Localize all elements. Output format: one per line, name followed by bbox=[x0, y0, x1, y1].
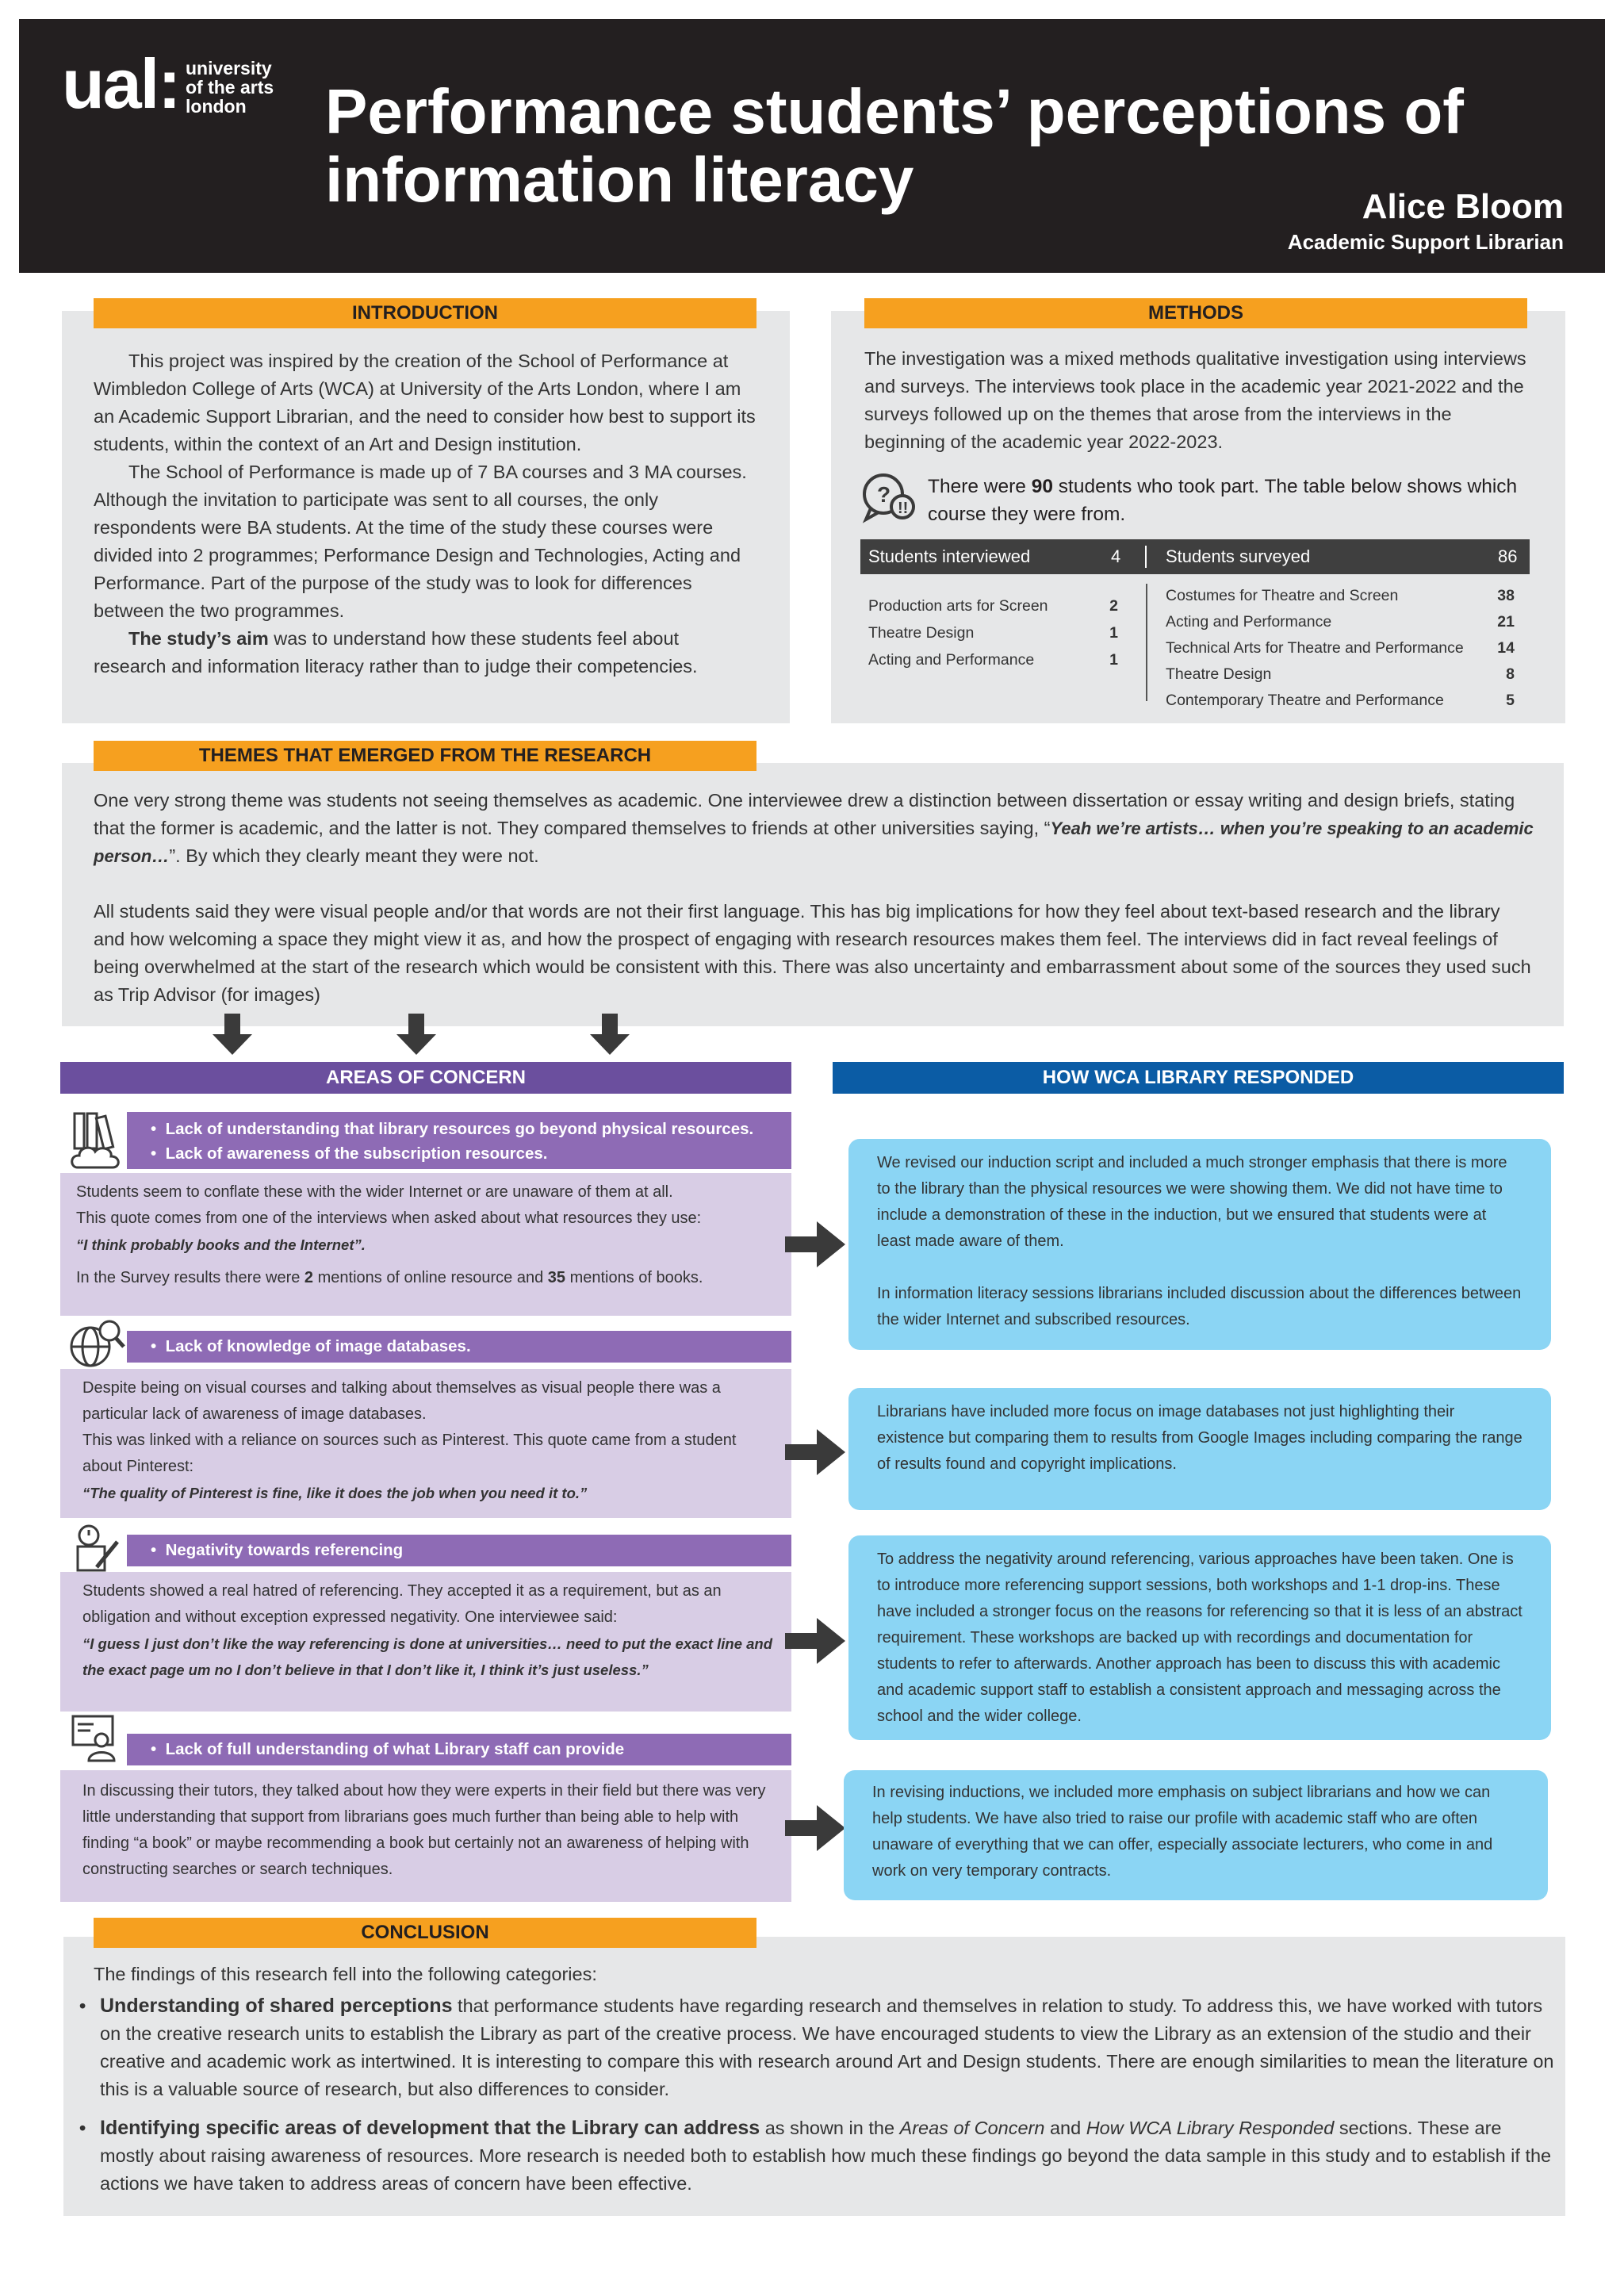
svg-text:!!: !! bbox=[898, 500, 909, 517]
conclusion-intro: The findings of this research fell into the following categories: bbox=[94, 1964, 597, 1984]
books-cloud-icon bbox=[68, 1110, 124, 1171]
down-arrow-icon bbox=[590, 1014, 630, 1055]
response-paragraph: In information literacy sessions librarians included discussion about the differences between the wider Internet and subscribed resources. bbox=[877, 1285, 1522, 1328]
concern-paragraph: Students showed a real hatred of referencing. They accepted it as a requirement, but as an obligation and without exception expressed negativity. One interviewee said: bbox=[82, 1582, 722, 1626]
concern-paragraph: This was linked with a reliance on sources such as Pinterest. This quote came from a student about Pinterest: bbox=[82, 1432, 737, 1475]
response-paragraph: We revised our induction script and included a much stronger emphasis that there is more to the library than the physical resources we were showing them. We did not have time to include a demonstration of these in the induction, but we ensured that students were at least made aware of them. bbox=[877, 1154, 1507, 1250]
concern-3-bullets bbox=[127, 1535, 791, 1566]
conclusion-bullet-title: Identifying specific areas of development that the Library can address bbox=[100, 2117, 760, 2139]
concern-paragraph: In discussing their tutors, they talked about how they were experts in their field but there was very little understanding that support from librarians goes much further than being able to help with finding “a book” or maybe recommending a book but certainly not an awareness of helping with constructing searches or search techniques. bbox=[82, 1782, 766, 1878]
down-arrow-icon bbox=[213, 1014, 252, 1055]
table-cell-count: 1 bbox=[1109, 651, 1118, 669]
right-arrow-icon bbox=[785, 1429, 845, 1475]
section-reference: Areas of Concern bbox=[899, 2118, 1045, 2138]
concern-bullet: • Lack of awareness of the subscription resources. bbox=[151, 1144, 548, 1163]
logo-line: london bbox=[186, 96, 247, 117]
themes-p1-pre: One very strong theme was students not seeing themselves as academic. One interviewee drew a distinction between dissertation or essay writing and design briefs, stating that the former is academic, and the latter is not. They compared themselves to friends at other universities saying, “ bbox=[94, 790, 1515, 838]
concern-3-body bbox=[60, 1572, 791, 1712]
participants-pre: There were bbox=[928, 476, 1032, 497]
globe-search-icon bbox=[68, 1318, 127, 1370]
concern-bullet-text: Lack of understanding that library resources go beyond physical resources. bbox=[165, 1120, 754, 1138]
introduction-text bbox=[94, 347, 756, 680]
conclusion-bullet-text: and bbox=[1044, 2118, 1086, 2138]
survey-text: mentions of online resource and bbox=[313, 1269, 548, 1286]
participants-count: 90 bbox=[1031, 476, 1053, 497]
table-row: Costumes for Theatre and Screen bbox=[1166, 587, 1399, 604]
areas-of-concern-heading: AREAS OF CONCERN bbox=[60, 1062, 791, 1094]
response-paragraph: To address the negativity around referencing, various approaches have been taken. One is to introduce more referencing support sessions, both workshops and 1-1 drop-ins. These have included a stronger focus on the reasons for referencing so that it is less of an abstract requirement. These workshops are backed up with recordings and documentation for students to refer to afterwards. Another approach has been to discuss this with academic and academic support staff to establish a consistent approach and messaging across the school and the wider college. bbox=[877, 1551, 1522, 1725]
table-row: Theatre Design bbox=[1166, 665, 1272, 683]
concern-bullet: • Lack of full understanding of what Library staff can provide bbox=[151, 1740, 625, 1758]
conclusion-bullet-text: sections. These are mostly about raising awareness of resources. More research is needed both to establish how much these findings go beyond the data sample in this study and to establish if the actions we have taken to address areas of concern have been effective. bbox=[100, 2118, 1552, 2194]
conclusion-bullet-title: Understanding of shared perceptions bbox=[100, 1995, 453, 2017]
introduction-heading: INTRODUCTION bbox=[94, 298, 756, 328]
table-row: Contemporary Theatre and Performance bbox=[1166, 692, 1444, 709]
table-row: Technical Arts for Theatre and Performance bbox=[1166, 639, 1464, 657]
table-column-divider bbox=[1146, 584, 1147, 701]
concern-paragraph bbox=[76, 1265, 776, 1291]
survey-text: mentions of books. bbox=[565, 1269, 703, 1286]
response-4-box bbox=[844, 1770, 1548, 1900]
methods-heading: METHODS bbox=[864, 298, 1527, 328]
survey-count-books: 35 bbox=[547, 1269, 566, 1286]
response-paragraph: In revising inductions, we included more emphasis on subject librarians and how we can help students. We have also tried to raise our profile with academic staff who are often unaware of everything that we can offer, especially associate lecturers, who come in and work on very temporary contracts. bbox=[872, 1784, 1493, 1880]
themes-paragraph bbox=[94, 787, 1535, 870]
concern-bullet-text: Negativity towards referencing bbox=[165, 1541, 404, 1559]
table-cell-count: 14 bbox=[1497, 639, 1515, 657]
intro-paragraph bbox=[94, 625, 756, 680]
surveyed-total: 86 bbox=[1498, 546, 1518, 566]
response-paragraph: Librarians have included more focus on image databases not just highlighting their existence but comparing them to results from Google Images including comparing the range of results found and copyright implications. bbox=[877, 1403, 1522, 1473]
library-responded-heading: HOW WCA LIBRARY RESPONDED bbox=[833, 1062, 1564, 1094]
down-arrow-icon bbox=[396, 1014, 436, 1055]
themes-text bbox=[94, 787, 1535, 1009]
section-reference: How WCA Library Responded bbox=[1086, 2118, 1335, 2138]
concern-1-bullets bbox=[127, 1112, 791, 1169]
concern-2-bullets bbox=[127, 1331, 791, 1363]
intro-paragraph: The School of Performance is made up of 7 BA courses and 3 MA courses. Although the invitation to participate was sent to all courses, the only respondents were BA students. At the time of the study these courses were divided into 2 programmes; Performance Design and Technologies, Acting and Performance. Part of the purpose of the study was to look for differences between the two programmes. bbox=[94, 462, 747, 621]
table-cell-count: 8 bbox=[1506, 665, 1515, 683]
conclusion-bullet: • Identifying specific areas of development that the Library can address as shown in the Areas of Concern and How WCA Library Responded sections. These are mostly about raising awareness of resources. More research is needed both to establish how much these findings go beyond the data sample in this study and to establish if the actions we have taken to address areas of concern have been effective. bbox=[79, 2117, 1552, 2194]
table-cell-count: 38 bbox=[1497, 587, 1515, 604]
concern-paragraph: Students seem to conflate these with the wider Internet or are unaware of them at all. bbox=[76, 1183, 673, 1201]
title-line-1: Performance students’ perceptions of bbox=[325, 76, 1464, 147]
response-2-box bbox=[848, 1388, 1551, 1510]
table-divider bbox=[1145, 546, 1147, 568]
concern-4-body bbox=[60, 1770, 791, 1902]
themes-paragraph: All students said they were visual people and/or that words are not their first language. This has big implications for how they feel about text-based research and the library and how welcoming a space they might view it as, and how the prospect of engaging with research resources makes them feel. The interviews did in fact reveal feelings of being overwhelmed at the start of the research which would be consistent with this. There was also uncertainty and embarrassment about some of the sources they used such as Trip Advisor (for images) bbox=[94, 901, 1531, 1005]
response-1-box bbox=[848, 1139, 1551, 1350]
author-name: Alice Bloom bbox=[1362, 187, 1564, 226]
study-aim-label: The study’s aim bbox=[128, 628, 269, 649]
concern-bullet-text: Lack of awareness of the subscription resources. bbox=[165, 1144, 548, 1163]
conclusion-bullets bbox=[79, 1992, 1554, 2198]
interviewed-label: Students interviewed bbox=[868, 546, 1031, 566]
table-cell-count: 21 bbox=[1497, 613, 1515, 631]
author-role: Academic Support Librarian bbox=[1287, 230, 1564, 254]
table-row: Theatre Design bbox=[868, 624, 975, 642]
students-table-header bbox=[860, 539, 1530, 574]
conclusion-bullet-text: as shown in the bbox=[760, 2118, 900, 2138]
concern-paragraph: This quote comes from one of the interviews when asked about what resources they use: bbox=[76, 1209, 702, 1227]
poster-title bbox=[325, 78, 1515, 214]
concern-2-body bbox=[60, 1369, 791, 1518]
participants-post: students who took part. The table below shows which course they were from. bbox=[928, 476, 1518, 525]
title-line-2: information literacy bbox=[325, 144, 914, 215]
table-row: Acting and Performance bbox=[1166, 613, 1332, 631]
ual-logo-mark: ual: bbox=[62, 44, 180, 123]
logo-line: of the arts bbox=[186, 77, 274, 98]
concern-bullet: • Negativity towards referencing bbox=[151, 1541, 404, 1559]
concern-bullet-text: Lack of knowledge of image databases. bbox=[165, 1337, 471, 1355]
concern-quote: “I think probably books and the Internet”. bbox=[76, 1236, 366, 1253]
right-arrow-icon bbox=[785, 1805, 845, 1851]
participants-statement bbox=[928, 473, 1530, 528]
concern-bullet-text: Lack of full understanding of what Library staff can provide bbox=[165, 1740, 625, 1758]
right-arrow-icon bbox=[785, 1618, 845, 1664]
response-3-box bbox=[848, 1535, 1551, 1740]
table-cell-count: 2 bbox=[1109, 597, 1118, 615]
conclusion-bullet-text: that performance students have regarding research and themselves in relation to study. To address this, we have worked with tutors on the creative research units to establish the Library as part of the creative process. We have encouraged students to view the Library as an extension of the studio and their creative and academic work as intertwined. It is interesting to compare this with research around Art and Design students. There are enough similarities to mean the literature on this is a valuable source of research, but also differences to consider. bbox=[100, 1995, 1554, 2099]
survey-count-online: 2 bbox=[304, 1269, 314, 1286]
intro-paragraph: This project was inspired by the creation of the School of Performance at Wimbledon College of Arts (WCA) at University of the Arts London, where I am an Academic Support Librarian, and the need to consider how best to support its students, within the context of an Art and Design institution. bbox=[94, 351, 756, 454]
methods-text: The investigation was a mixed methods qualitative investigation using interviews and surveys. The interviews took place in the academic year 2021-2022 and the surveys followed up on the themes that arose from the interviews in the beginning of the academic year 2022-2023. bbox=[864, 348, 1526, 452]
table-cell-count: 1 bbox=[1109, 624, 1118, 642]
ual-logo-wordmark bbox=[186, 59, 274, 116]
staff-presentation-icon bbox=[70, 1713, 125, 1762]
concern-bullet: • Lack of understanding that library resources go beyond physical resources. bbox=[151, 1120, 754, 1138]
concern-1-body bbox=[60, 1173, 791, 1316]
survey-text: In the Survey results there were bbox=[76, 1269, 304, 1286]
right-arrow-icon bbox=[785, 1221, 845, 1267]
concern-paragraph: Despite being on visual courses and talking about themselves as visual people there was a particular lack of awareness of image databases. bbox=[82, 1379, 721, 1423]
concern-quote: “I guess I just don’t like the way referencing is done at universities… need to put the exact line and the exact page um no I don’t believe in that I don’t like it, I think it’s just useless.” bbox=[82, 1635, 773, 1678]
concern-4-bullets bbox=[127, 1734, 791, 1765]
themes-p1-post: ”. By which they clearly meant they were not. bbox=[169, 845, 539, 866]
interviewed-total: 4 bbox=[1111, 546, 1121, 566]
themes-heading: THEMES THAT EMERGED FROM THE RESEARCH bbox=[94, 741, 756, 771]
table-cell-count: 5 bbox=[1506, 692, 1515, 709]
table-row: Production arts for Screen bbox=[868, 597, 1048, 615]
question-speech-icon bbox=[860, 470, 920, 526]
artists-quote: Yeah we’re artists… when you’re speaking to an academic person… bbox=[94, 818, 1534, 866]
concern-quote: “The quality of Pinterest is fine, like it does the job when you need it to.” bbox=[82, 1485, 588, 1501]
concern-bullet: • Lack of knowledge of image databases. bbox=[151, 1337, 471, 1355]
timer-pen-icon bbox=[73, 1523, 121, 1574]
svg-text:?: ? bbox=[877, 482, 891, 507]
table-row: Acting and Performance bbox=[868, 651, 1035, 669]
logo-line: university bbox=[186, 58, 272, 79]
surveyed-label: Students surveyed bbox=[1166, 546, 1311, 566]
conclusion-bullet: • Understanding of shared perceptions that performance students have regarding research and themselves in relation to study. To address this, we have worked with tutors on the creative research units to establish the Library as part of the creative process. We have encouraged students to view the Library as an extension of the studio and their creative and academic work as intertwined. It is interesting to compare this with research around Art and Design students. There are enough similarities to mean the literature on this is a valuable source of research, but also differences to consider. bbox=[79, 1995, 1554, 2099]
conclusion-heading: CONCLUSION bbox=[94, 1918, 756, 1948]
study-aim-text: was to understand how these students feel about research and information literacy rather than to judge their competencies. bbox=[94, 628, 698, 677]
